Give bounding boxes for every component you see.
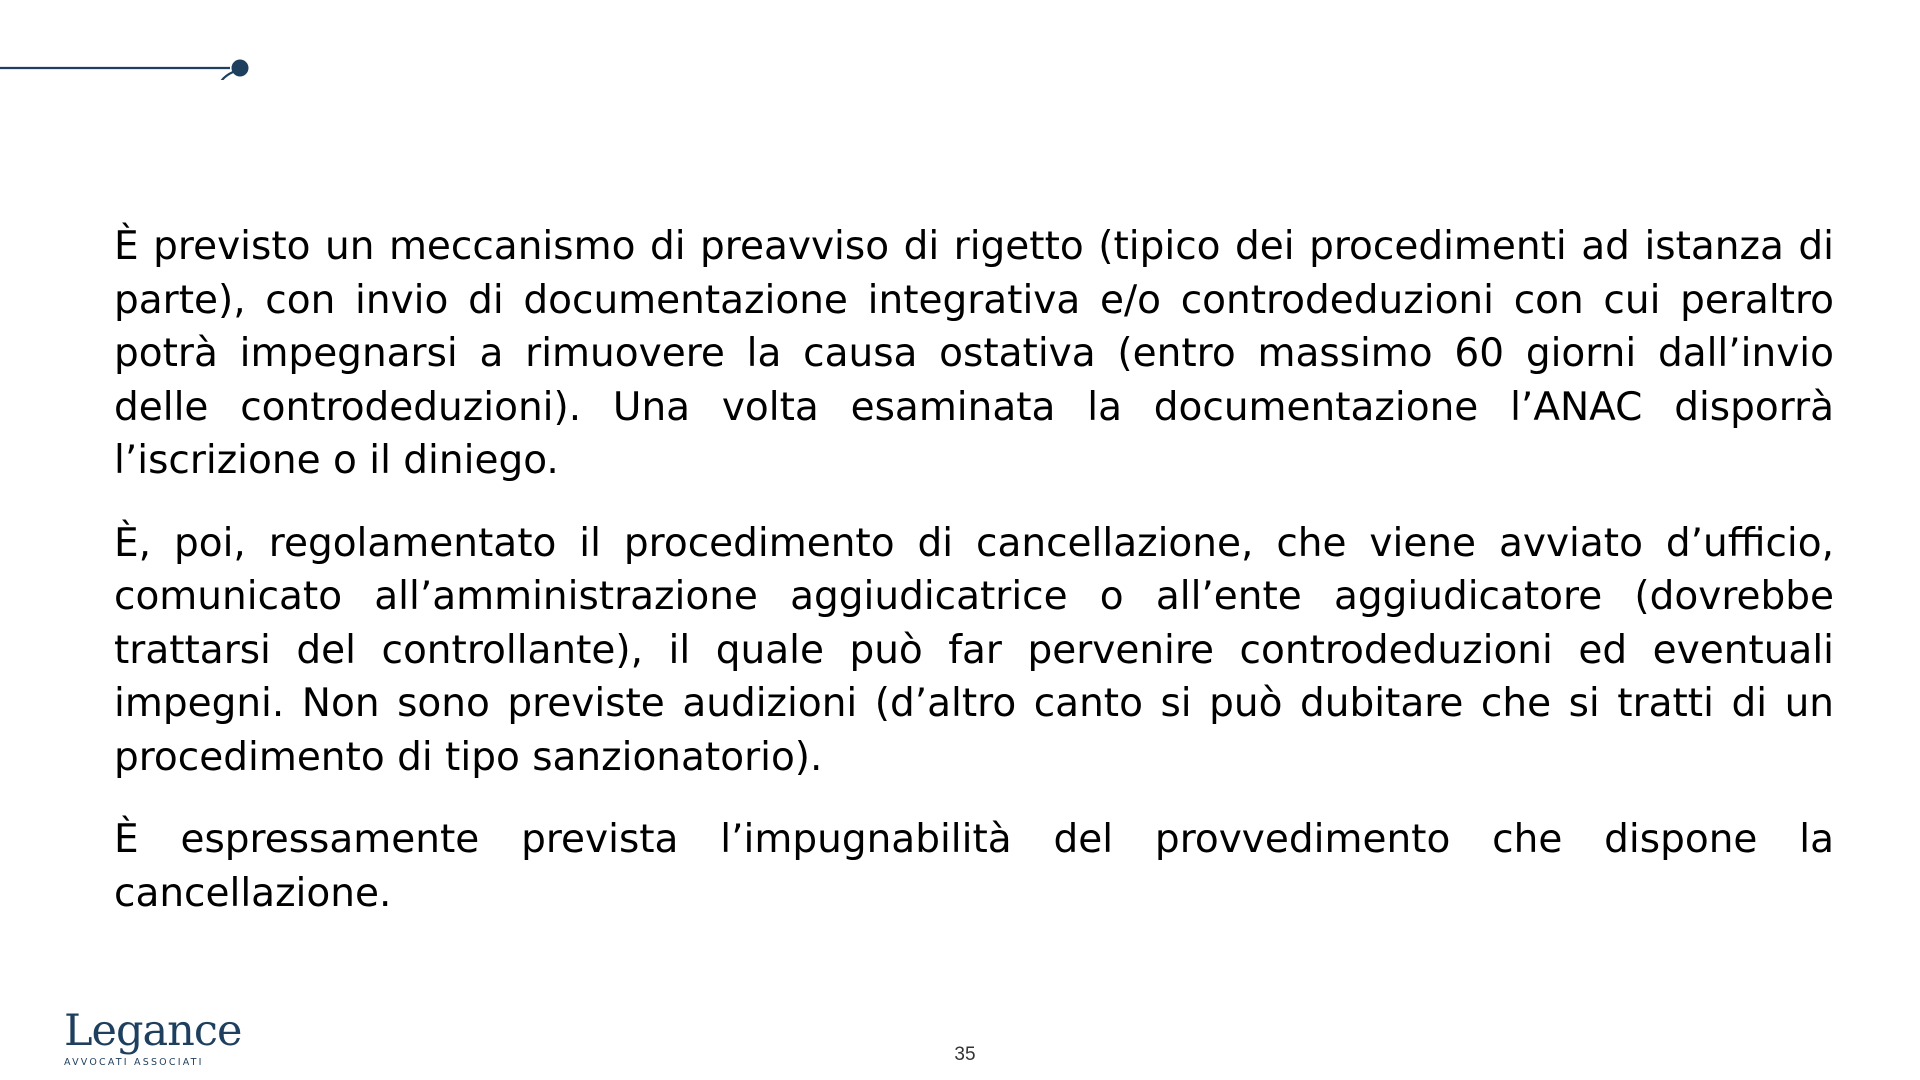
legance-logo	[64, 1006, 242, 1068]
logo-subtitle: AVVOCATI ASSOCIATI	[64, 1057, 204, 1068]
body-text	[114, 220, 1834, 949]
paragraph-impugnabilita: È espressamente prevista l’impugnabilità del provvedimento che dispone la cancellazione.	[114, 817, 1834, 916]
page-number: 35	[954, 1044, 976, 1065]
decorative-line-dot	[0, 56, 260, 80]
paragraph-cancellazione: È, poi, regolamentato il procedimento di cancellazione, che viene avviato d’ufficio, comunicato all’amministrazione aggiudicatrice o all’ente aggiudicatore (dovrebbe trattarsi del controllante), il quale può far pervenire controdeduzioni ed eventuali impegni. Non sono previste audizioni (d’altro canto si può dubitare che si tratti di un procedimento di tipo sanzionatorio).	[114, 520, 1834, 780]
logo-name: Legance	[64, 1006, 242, 1056]
paragraph-preavviso: È previsto un meccanismo di preavviso di rigetto (tipico dei procedimenti ad istanza di parte), con invio di documentazione integrativa e/o controdeduzioni con cui peraltro potrà impegnarsi a rimuovere la causa ostativa (entro massimo 60 giorni dall’invio delle controdeduzioni). Una volta esaminata la documentazione l’ANAC disporrà l’iscrizione o il diniego.	[114, 224, 1834, 483]
